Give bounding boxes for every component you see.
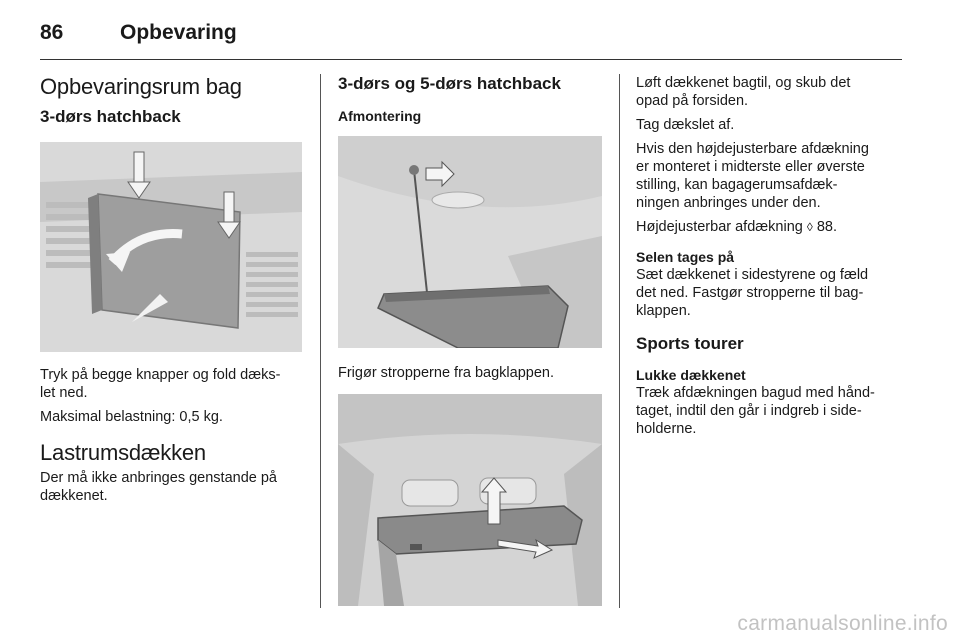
subtitle-close-cover: Lukke dækkenet (636, 367, 746, 384)
section-title-hatchback: 3-dørs og 5-dørs hatchback (338, 74, 561, 93)
cargo-cover-notice: Der må ikke anbringes genstande på dækkenet. (40, 469, 277, 504)
illustration-lift-cover (338, 394, 602, 606)
max-load-text: Maksimal belastning: 0,5 kg. (40, 408, 223, 425)
section-title-cargo-cover: Lastrumsdækken (40, 439, 206, 465)
reference-arrow-icon: ◊ (806, 220, 813, 234)
page-number: 86 (40, 21, 64, 44)
headrest-left (402, 480, 458, 506)
running-title: Opbevaring (120, 21, 237, 44)
storage-cover-drawing (40, 142, 302, 352)
illustration-storage-cover (40, 142, 302, 352)
section-title-sports-tourer: Sports tourer (636, 334, 744, 353)
install-instructions: Sæt dækkenet i sidestyrene og fæld det ned. Fastgør stropperne til bag- klappen. (636, 267, 869, 319)
step-adjustable-cover: Hvis den højdejusterbare afdækning er monteret i midterste eller øverste stilling, kan bagagerumsafdæk- ningen anbringes under den. (636, 141, 869, 211)
step-remove-cover: Tag dækslet af. (636, 117, 735, 133)
cross-reference[interactable]: Højdejusterbar afdækning ◊ 88. (636, 219, 838, 235)
column-1 (40, 74, 306, 511)
column-divider-2 (619, 74, 620, 608)
caption-press-buttons: Tryk på begge knapper og fold dæks- let ned. (40, 366, 281, 401)
step-lift-cover: Løft dækkenet bagtil, og skub det opad på forsiden. (636, 75, 851, 109)
subtitle-install: Selen tages på (636, 249, 735, 265)
release-straps-drawing (338, 136, 602, 348)
illustration-release-straps (338, 136, 602, 348)
subtitle-removal: Afmontering (338, 108, 422, 125)
close-instructions: Træk afdækningen bagud med hånd- taget, indtil den går i indgreb i side- holderne. (636, 385, 875, 438)
section-title-storage: Opbevaringsrum bag (40, 74, 242, 99)
header-rule (40, 59, 902, 60)
lift-cover-drawing (338, 394, 602, 606)
subtitle-3-door: 3-dørs hatchback (40, 107, 181, 127)
watermark: carmanualsonline.info (737, 612, 948, 635)
column-3 (636, 74, 904, 444)
column-2 (338, 74, 604, 606)
caption-release-straps: Frigør stropperne fra bagklappen. (338, 364, 554, 381)
column-divider-1 (320, 74, 321, 608)
page-header (40, 14, 902, 60)
